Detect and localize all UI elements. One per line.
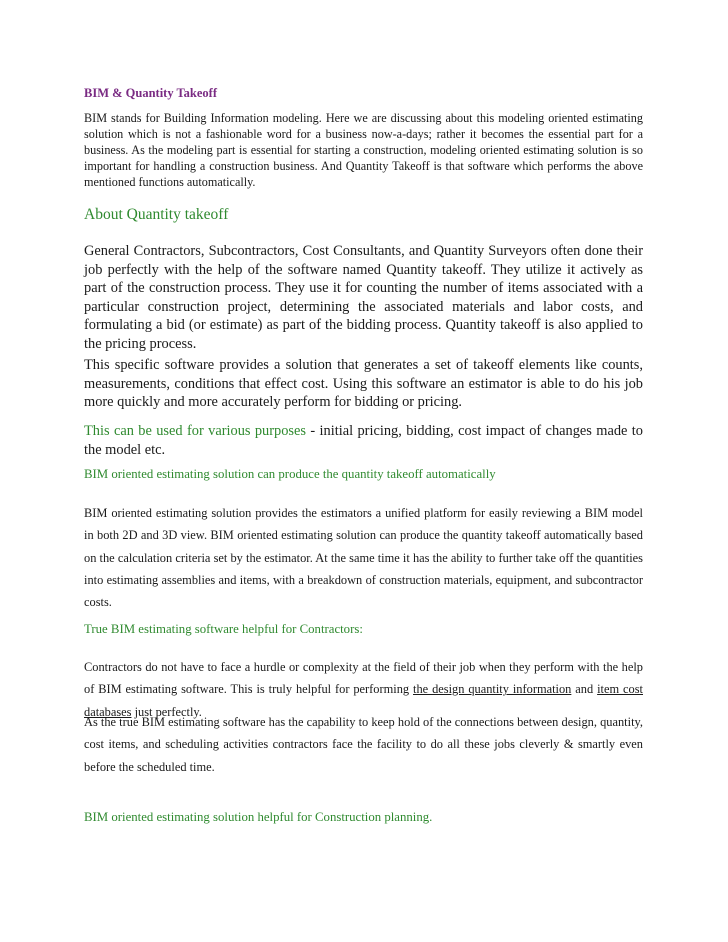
bim-heading-quantity-takeoff: BIM oriented estimating solution can produce the quantity takeoff automatically xyxy=(84,467,496,481)
contractors-text-b: and xyxy=(571,682,598,697)
purposes-paragraph xyxy=(84,422,643,459)
item-cost-databases-link[interactable]: item cost databases xyxy=(84,682,643,719)
contractors-paragraph-2: As the true BIM estimating software has the capability to keep hold of the connections between design, quantity, cost items, and scheduling activities contractors face the facility to do all these jobs cleverly & smartly even before the scheduled time. xyxy=(84,715,643,774)
about-paragraph-2: This specific software provides a solution that generates a set of takeoff elements like counts, measurements, conditions that effect cost. Using this software an estimator is able to do his job more quickly and more accurately perform for bidding or pricing. xyxy=(84,357,643,411)
construction-planning-heading: BIM oriented estimating solution helpful for Construction planning. xyxy=(84,810,433,824)
contractors-text-a: Contractors do not have to face a hurdle or complexity at the field of their job when they perform with the help of BIM estimating software. This is truly helpful for performing xyxy=(84,660,643,697)
contractors-text-c: just perfectly. xyxy=(131,704,202,719)
bim-paragraph: BIM oriented estimating solution provides the estimators a unified platform for easily reviewing a BIM model in both 2D and 3D view. BIM oriented estimating solution can produce the quantity takeoff automatically based on the calculation criteria set by the estimator. At the same time it has the ability to further take off the quantities into estimating assemblies and items, with a breakdown of construction materials, equipment, and subcontractor costs. xyxy=(84,506,643,610)
purposes-lead: This can be used for various purposes xyxy=(84,423,307,439)
about-paragraph-1: General Contractors, Subcontractors, Cost Consultants, and Quantity Surveyors often done their job perfectly with the help of the software named Quantity takeoff. They utilize it actively as part of the construction process. They use it for counting the number of items associated with a particular construction project, determining the associated materials and labor costs, and formulating a bid (or estimate) as part of the bidding process. Quantity takeoff is also applied to the pricing process. xyxy=(84,243,643,352)
design-quantity-link[interactable]: the design quantity information xyxy=(413,682,572,697)
purposes-rest: - initial pricing, bidding, cost impact of changes made to the model etc. xyxy=(84,423,643,458)
about-heading: About Quantity takeoff xyxy=(84,206,229,223)
intro-paragraph: BIM stands for Building Information modeling. Here we are discussing about this modeling oriented estimating solution which is not a fashionable word for a business now-a-days; rather it becomes the essential part for a business. As the modeling part is essential for starting a construction, modeling oriented estimating solution is so important for handling a construction business. And Quantity Takeoff is that software which performs the above mentioned functions automatically. xyxy=(84,111,643,189)
true-bim-heading: True BIM estimating software helpful for Contractors: xyxy=(84,622,363,636)
document-title: BIM & Quantity Takeoff xyxy=(84,86,218,100)
